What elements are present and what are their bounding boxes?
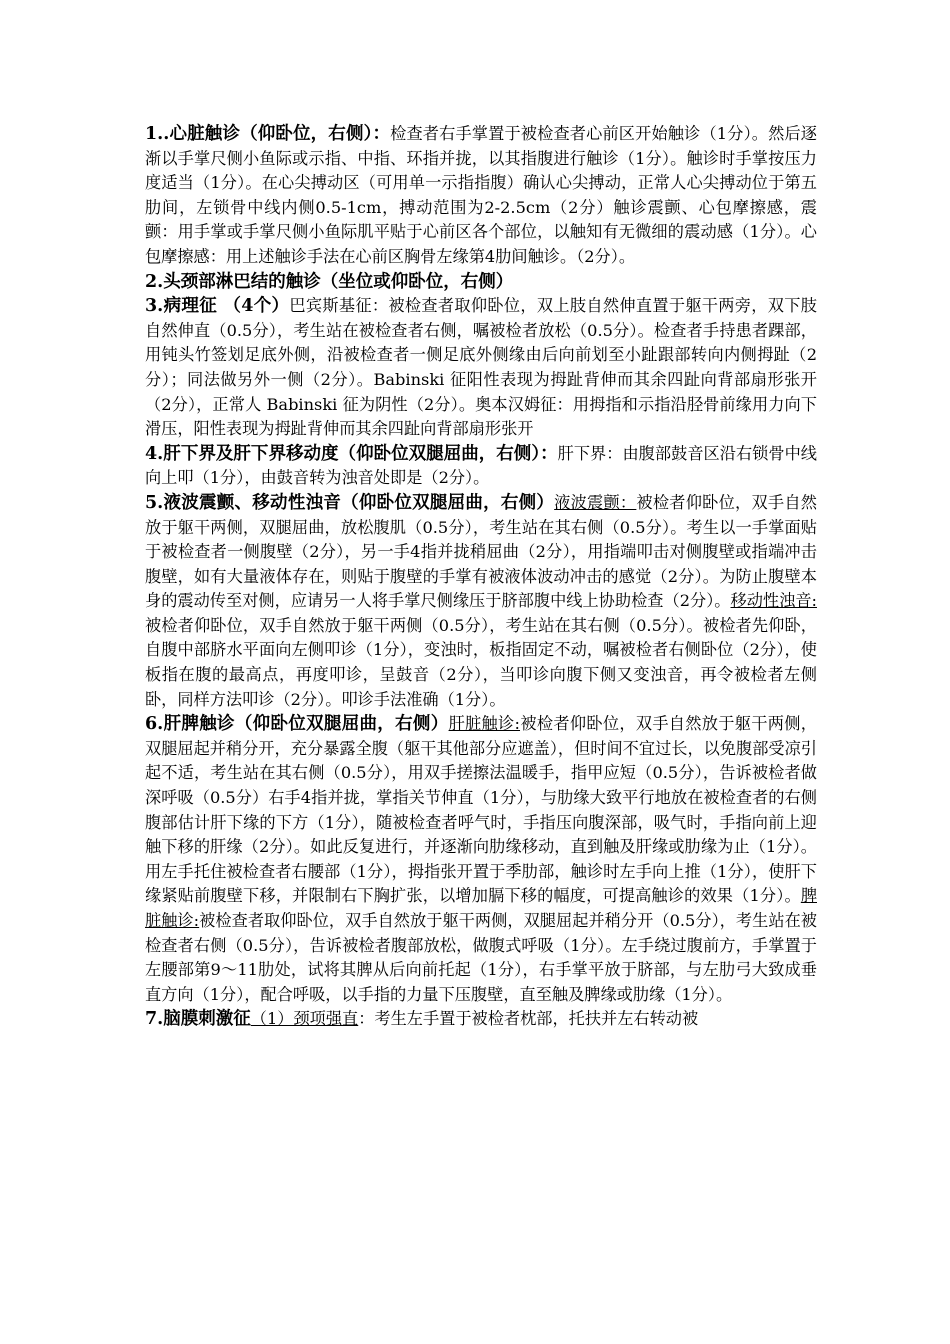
section-6-sub1: 肝脏触诊: (448, 714, 521, 734)
section-6-text2: 被检查者取仰卧位，双手自然放于躯干两侧，双腿屈起并稍分开（0.5分），考生站在被检查者右侧（0.5分），告诉被检者腹部放松，做腹式呼吸（1分）。左手绕过腹前方，手掌置于左腰部第9～11肋处，试将其脾从后向前托起（1分），右手掌平放于脐部，与左肋弓大致成垂直方向（1分），配合呼吸，以手指的力量下压腹壁，直至触及脾缘或肋缘（1分）。 (145, 911, 817, 1004)
section-7-sub1: （1）颈项强直 (250, 1009, 359, 1029)
section-5-text1: 被检者仰卧位，双手自然放于躯干两侧，双腿屈曲，放松腹肌（0.5分），考生站在其右侧（0.5分）。考生以一手掌面贴于被检查者一侧腹壁（2分），另一手4指并拢稍屈曲（2分），用指端叩击对侧腹壁或指端冲击腹壁，如有大量液体存在，则贴于腹壁的手掌有被液体波动冲击的感觉（2分）。为防止腹壁本身的震动传至对侧，应请另一人将手掌尺侧缘压于脐部腹中线上协助检查（2分）。 (145, 492, 817, 611)
section-1 (145, 122, 817, 270)
section-4-text: 肝下界：由腹部鼓音区沿右锁骨中线向上叩（1分），由鼓音转为浊音处即是（2分）。 (145, 443, 817, 488)
section-1-heading: 1..心脏触诊（仰卧位，右侧）： (145, 124, 391, 144)
document-page (145, 122, 817, 1032)
section-7-text1: ：考生左手置于被检者枕部，托扶并左右转动被 (358, 1009, 699, 1029)
section-5-heading: 5.液波震颤、移动性浊音（仰卧位双腿屈曲，右侧） (145, 492, 555, 513)
section-5-text2: 被检者仰卧位，双手自然放于躯干两侧（0.5分），考生站在其右侧（0.5分）。被检者先仰卧，自腹中部脐水平面向左侧叩诊（1分），变浊时，板指固定不动，嘱被检者右侧卧位（2分），使板指在腹的最高点，再度叩诊，呈鼓音（2分），当叩诊向腹下侧又变浊音，再令被检者左侧卧，同样方法叩诊（2分）。叩诊手法准确（1分）。 (145, 615, 817, 709)
section-5 (145, 491, 817, 712)
section-3 (145, 294, 817, 442)
section-7-heading: 7.脑膜刺激征 (145, 1009, 251, 1030)
section-6-heading: 6.肝脾触诊（仰卧位双腿屈曲，右侧） (145, 714, 449, 735)
section-2-heading: 2.头颈部淋巴结的触诊（坐位或仰卧位，右侧） (145, 271, 514, 292)
section-6-text1: 被检者仰卧位，双手自然放于躯干两侧，双腿屈起并稍分开，充分暴露全腹（躯干其他部分应遮盖），但时间不宜过长，以免腹部受凉引起不适，考生站在其右侧（0.5分），用双手搓擦法温暖手，指甲应短（0.5分），告诉被检者做深呼吸（0.5分）右手4指并拢，掌指关节伸直（1分），与肋缘大致平行地放在被检查者的右侧腹部估计肝下缘的下方（1分），随被检查者呼气时，手指压向腹深部，吸气时，手指向前上迎触下移的肝缘（2分）。如此反复进行，并逐渐向肋缘移动，直到触及肝缘或肋缘为止（1分）。用左手托住被检查者右腰部（1分），拇指张开置于季肋部，触诊时左手向上推（1分），使肝下缘紧贴前腹壁下移，并限制右下胸扩张，以增加膈下移的幅度，可提高触诊的效果（1分）。 (145, 714, 817, 906)
section-6-sub2: 脾脏触诊: (145, 886, 817, 930)
section-3-heading: 3.病理征 （4个） (145, 296, 290, 317)
section-4-heading: 4.肝下界及肝下界移动度（仰卧位双腿屈曲，右侧）： (145, 443, 558, 464)
section-4 (145, 442, 817, 491)
section-7 (145, 1007, 817, 1032)
section-5-sub1: 液波震颤： (554, 492, 637, 512)
section-3-text: 巴宾斯基征：被检查者取仰卧位，双上肢自然伸直置于躯干两旁，双下肢自然伸直（0.5分），考生站在被检查者右侧，嘱被检者放松（0.5分）。检查者手持患者踝部，用钝头竹签划足底外侧，沿被检查者一侧足底外侧缘由后向前划至小趾跟部转向内侧拇趾（2分）；同法做另外一侧（2分）。Babinski 征阳性表现为拇趾背伸而其余四趾向背部扇形张开（2分），正常人 Babinski 征为阴性（2分）。奥本汉姆征：用拇指和示指沿胫骨前缘用力向下滑压，阳性表现为拇趾背伸而其余四趾向背部扇形张开 (145, 296, 817, 439)
section-5-sub2: 移动性浊音: (730, 591, 817, 611)
section-2 (145, 270, 817, 295)
section-1-text: 检查者右手掌置于被检查者心前区开始触诊（1分）。然后逐渐以手掌尺侧小鱼际或示指、中指、环指并拢，以其指腹进行触诊（1分）。触诊时手掌按压力度适当（1分）。在心尖搏动区（可用单一示指指腹）确认心尖搏动，正常人心尖搏动位于第五肋间，左锁骨中线内侧0.5-1cm，搏动范围为2-2.5cm（2分）触诊震颤、心包摩擦感，震颤：用手掌或手掌尺侧小鱼际肌平贴于心前区各个部位，以触知有无微细的震动感（1分）。心包摩擦感：用上述触诊手法在心前区胸骨左缘第4肋间触诊。（2分）。 (145, 124, 817, 266)
section-6 (145, 712, 817, 1007)
